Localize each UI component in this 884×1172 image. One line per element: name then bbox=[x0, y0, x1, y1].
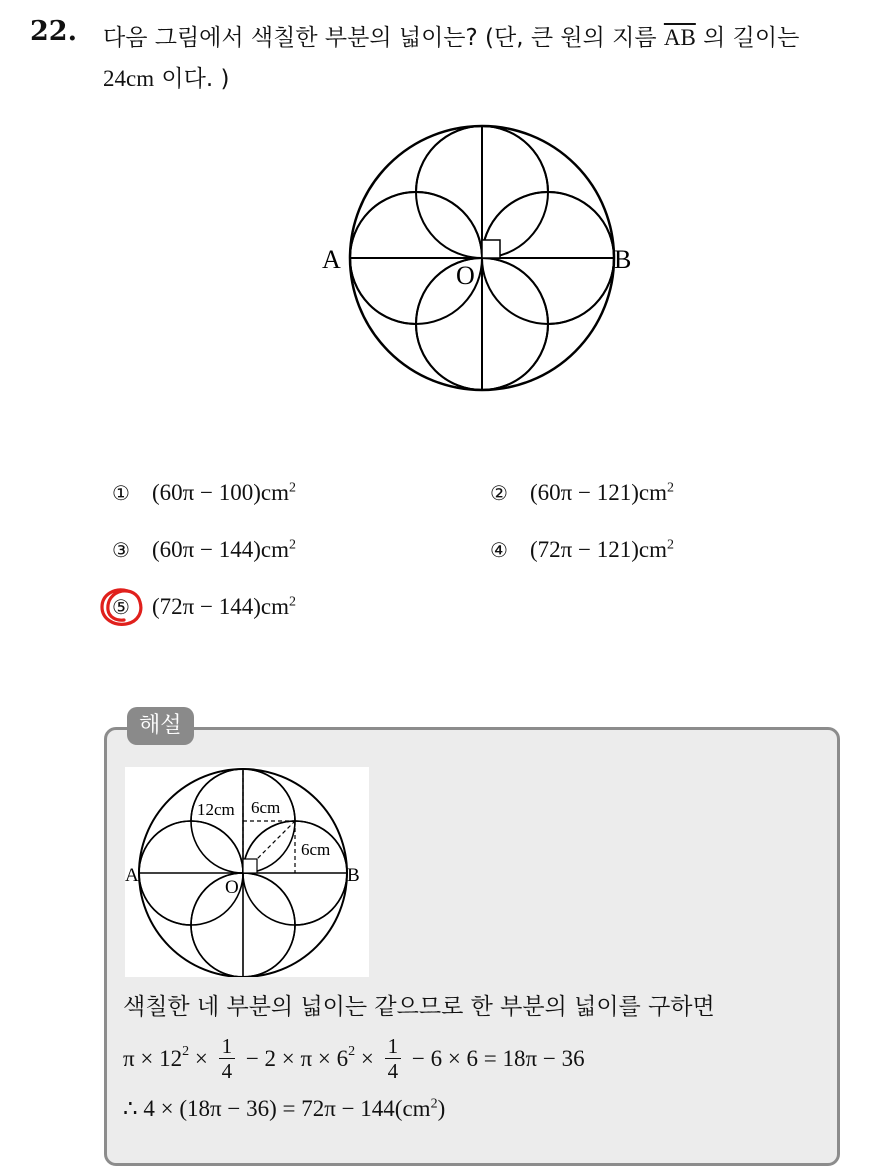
conclusion-end: ) bbox=[437, 1096, 446, 1121]
diameter-value: 24cm bbox=[103, 66, 155, 91]
expr-part-d: × bbox=[355, 1045, 380, 1071]
conclusion-exp: 2 bbox=[430, 1096, 438, 1112]
expr-part-c-exp: 2 bbox=[348, 1044, 356, 1059]
question-text-line1 bbox=[103, 19, 799, 52]
label-12cm: 12cm bbox=[197, 800, 235, 819]
fraction-2-num: 1 bbox=[385, 1034, 402, 1059]
solution-label-a: A bbox=[125, 865, 139, 886]
conclusion-text: ∴ 4 × (18π − 36) = 72π − 144(cm bbox=[123, 1096, 431, 1121]
option-1-number: ① bbox=[112, 481, 130, 505]
question-text-line2 bbox=[103, 60, 229, 93]
label-6cm-right: 6cm bbox=[301, 840, 331, 859]
question-figure bbox=[318, 114, 648, 404]
option-2-exp: 2 bbox=[667, 480, 675, 496]
option-3-number: ③ bbox=[112, 538, 130, 562]
label-o: O bbox=[456, 261, 475, 290]
solution-line-3 bbox=[123, 1096, 445, 1122]
fraction-2-den: 4 bbox=[387, 1059, 399, 1083]
fraction-1-den: 4 bbox=[221, 1059, 233, 1083]
option-3-text: (60π − 144)cm bbox=[152, 537, 290, 562]
expr-part-c: − 2 × π × 6 bbox=[240, 1045, 349, 1071]
question-number: 22. bbox=[30, 16, 77, 47]
option-4-exp: 2 bbox=[667, 537, 675, 553]
question-text-after: 의 길이는 bbox=[695, 25, 800, 51]
label-b: B bbox=[614, 245, 632, 274]
solution-figure bbox=[125, 767, 369, 977]
option-4[interactable] bbox=[490, 537, 674, 563]
segment-ab: $\overline{AB}$ bbox=[663, 25, 696, 50]
option-1-exp: 2 bbox=[289, 480, 297, 496]
question-text-before: 다음 그림에서 색칠한 부분의 넓이는? (단, 큰 원의 지름 bbox=[103, 25, 664, 51]
question-text-end: 이다. ) bbox=[154, 66, 230, 92]
label-a: A bbox=[322, 245, 341, 274]
option-4-number: ④ bbox=[490, 538, 508, 562]
option-5-number: ⑤ bbox=[112, 595, 130, 619]
solution-right-angle-mark bbox=[243, 859, 257, 873]
option-2-number: ② bbox=[490, 481, 508, 505]
expr-part-a-exp: 2 bbox=[182, 1044, 190, 1059]
option-2-text: (60π − 121)cm bbox=[530, 480, 668, 505]
option-5-exp: 2 bbox=[289, 594, 297, 610]
option-3-exp: 2 bbox=[289, 537, 297, 553]
option-1-text: (60π − 100)cm bbox=[152, 480, 290, 505]
fraction-1-num: 1 bbox=[219, 1034, 236, 1059]
option-4-text: (72π − 121)cm bbox=[530, 537, 668, 562]
fraction-1 bbox=[219, 1034, 236, 1083]
option-2[interactable] bbox=[490, 480, 674, 506]
right-angle-mark bbox=[482, 240, 500, 258]
option-5-text: (72π − 144)cm bbox=[152, 594, 290, 619]
option-1[interactable] bbox=[112, 480, 296, 506]
solution-tab: 해설 bbox=[127, 707, 194, 745]
solution-line-1: 색칠한 네 부분의 넓이는 같으므로 한 부분의 넓이를 구하면 bbox=[123, 994, 715, 1020]
option-3[interactable] bbox=[112, 537, 296, 563]
expr-part-a: π × 12 bbox=[123, 1045, 183, 1071]
answer-circle-mark bbox=[98, 585, 146, 629]
solution-label-b: B bbox=[347, 865, 360, 886]
fraction-2 bbox=[385, 1034, 402, 1083]
label-6cm-top: 6cm bbox=[251, 798, 281, 817]
solution-line-2 bbox=[123, 1034, 585, 1083]
expr-part-b: × bbox=[189, 1045, 214, 1071]
solution-label-o: O bbox=[225, 877, 239, 898]
expr-part-e: − 6 × 6 = 18π − 36 bbox=[406, 1045, 585, 1071]
